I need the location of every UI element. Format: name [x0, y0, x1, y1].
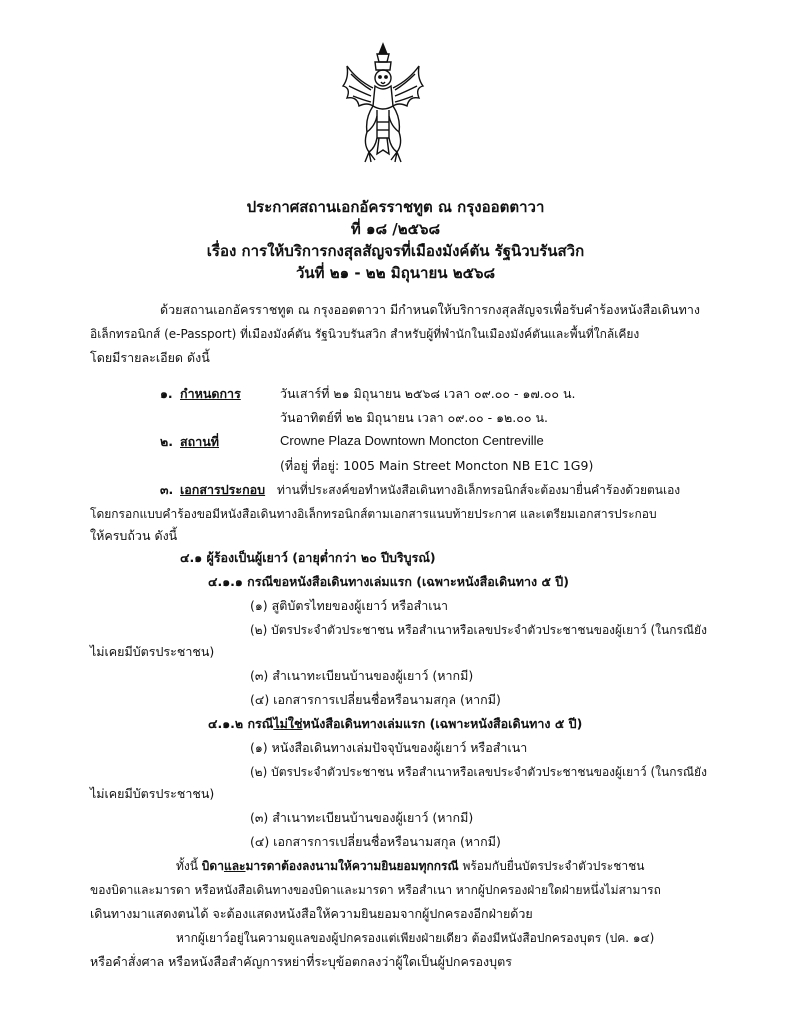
minor-heading: ๔.๑ ผู้ร้องเป็นผู้เยาว์ (อายุต่ำกว่า ๒๐ ปีบริบูรณ์)	[180, 550, 436, 565]
intro-line: อิเล็กทรอนิกส์ (e-Passport) ที่เมืองมังค์ตัน รัฐนิวบรันสวิก สำหรับผู้ที่พำนักในเมืองมังค์ตันและพื้นที่ใกล้เคียง	[90, 327, 640, 341]
first-passport-item: (๒) บัตรประจำตัวประชาชน หรือสำเนาหรือเลขประจำตัวประชาชนของผู้เยาว์ (ในกรณียัง	[250, 623, 707, 637]
consent-line: เดินทางมาแสดงตนได้ จะต้องแสดงหนังสือให้ความยินยอมจากผู้ปกครองอีกฝ่ายด้วย	[90, 906, 533, 921]
consent-line: ของบิดาและมารดา หรือหนังสือเดินทางของบิดาและมารดา หรือสำเนา หากผู้ปกครองฝ่ายใดฝ่ายหนึ่งไม่สามารถ	[90, 883, 661, 897]
documents-text: ท่านที่ประสงค์ขอทำหนังสือเดินทางอิเล็กทรอนิกส์จะต้องมายื่นคำร้องด้วยตนเอง	[277, 483, 681, 497]
announcement-title: ประกาศสถานเอกอัครราชทูต ณ กรุงออตตาวา	[246, 198, 545, 216]
first-passport-item: (๔) เอกสารการเปลี่ยนชื่อหรือนามสกุล (หากมี)	[250, 692, 501, 707]
documents-label: เอกสารประกอบ	[180, 482, 266, 497]
announcement-date: วันที่ ๒๑ - ๒๒ มิถุนายน ๒๕๖๘	[295, 264, 496, 282]
renewal-passport-heading: ๔.๑.๒ กรณีไม่ใช่หนังสือเดินทางเล่มแรก (เฉพาะหนังสือเดินทาง ๕ ปี)	[208, 716, 583, 731]
announcement-subject: เรื่อง การให้บริการกงสุลสัญจรที่เมืองมังค์ตัน รัฐนิวบรันสวิก	[206, 242, 585, 260]
renewal-passport-item: ไม่เคยมีบัตรประชาชน)	[90, 786, 215, 801]
intro-line: ด้วยสถานเอกอัครราชทูต ณ กรุงออตตาวา มีกำหนดให้บริการกงสุลสัญจรเพื่อรับคำร้องหนังสือเดินทาง	[160, 302, 700, 317]
venue-address: (ที่อยู่ ที่อยู่: 1005 Main Street Moncton NB E1C 1G9)	[280, 458, 594, 473]
venue-name: Crowne Plaza Downtown Moncton Centreville	[280, 433, 544, 448]
intro-line: โดยมีรายละเอียด ดังนี้	[90, 350, 210, 365]
documents-text: ให้ครบถ้วน ดังนี้	[90, 528, 178, 543]
schedule-day2: วันอาทิตย์ที่ ๒๒ มิถุนายน เวลา ๐๙.๐๐ - ๑๒.๐๐ น.	[280, 410, 548, 425]
renewal-passport-item: (๑) หนังสือเดินทางเล่มปัจจุบันของผู้เยาว์ หรือสำเนา	[250, 740, 528, 755]
consent-line: ทั้งนี้ บิดาและมารดาต้องลงนามให้ความยินยอมทุกกรณี พร้อมกับยื่นบัตรประจำตัวประชาชน	[176, 859, 645, 873]
venue-number: ๒.	[160, 434, 173, 449]
documents-number: ๓.	[160, 482, 174, 497]
schedule-day1: วันเสาร์ที่ ๒๑ มิถุนายน ๒๕๖๘ เวลา ๐๙.๐๐ - ๑๗.๐๐ น.	[280, 386, 576, 401]
renewal-passport-item: (๒) บัตรประจำตัวประชาชน หรือสำเนาหรือเลขประจำตัวประชาชนของผู้เยาว์ (ในกรณียัง	[250, 765, 707, 779]
documents-text: โดยกรอกแบบคำร้องขอมีหนังสือเดินทางอิเล็กทรอนิกส์ตามเอกสารแนบท้ายประกาศ และเตรียมเอกสารประกอบ	[90, 507, 657, 521]
schedule-number: ๑.	[160, 386, 173, 401]
renewal-passport-item: (๓) สำเนาทะเบียนบ้านของผู้เยาว์ (หากมี)	[250, 810, 474, 825]
consent-line: หากผู้เยาว์อยู่ในความดูแลของผู้ปกครองแต่เพียงฝ่ายเดียว ต้องมีหนังสือปกครองบุตร (ปค. ๑๔)	[176, 931, 655, 945]
venue-label: สถานที่	[180, 434, 220, 449]
first-passport-item: (๑) สูติบัตรไทยของผู้เยาว์ หรือสำเนา	[250, 598, 449, 613]
consent-line: หรือคำสั่งศาล หรือหนังสือสำคัญการหย่าที่ระบุข้อตกลงว่าผู้ใดเป็นผู้ปกครองบุตร	[90, 954, 512, 969]
first-passport-heading: ๔.๑.๑ กรณีขอหนังสือเดินทางเล่มแรก (เฉพาะหนังสือเดินทาง ๕ ปี)	[208, 574, 569, 589]
schedule-label: กำหนดการ	[180, 386, 241, 401]
announcement-number: ที่ ๑๘ /๒๕๖๘	[350, 220, 441, 238]
renewal-passport-item: (๔) เอกสารการเปลี่ยนชื่อหรือนามสกุล (หากมี)	[250, 834, 501, 849]
first-passport-item: (๓) สำเนาทะเบียนบ้านของผู้เยาว์ (หากมี)	[250, 668, 474, 683]
first-passport-item: ไม่เคยมีบัตรประชาชน)	[90, 644, 215, 659]
garuda-emblem-icon	[337, 40, 429, 168]
